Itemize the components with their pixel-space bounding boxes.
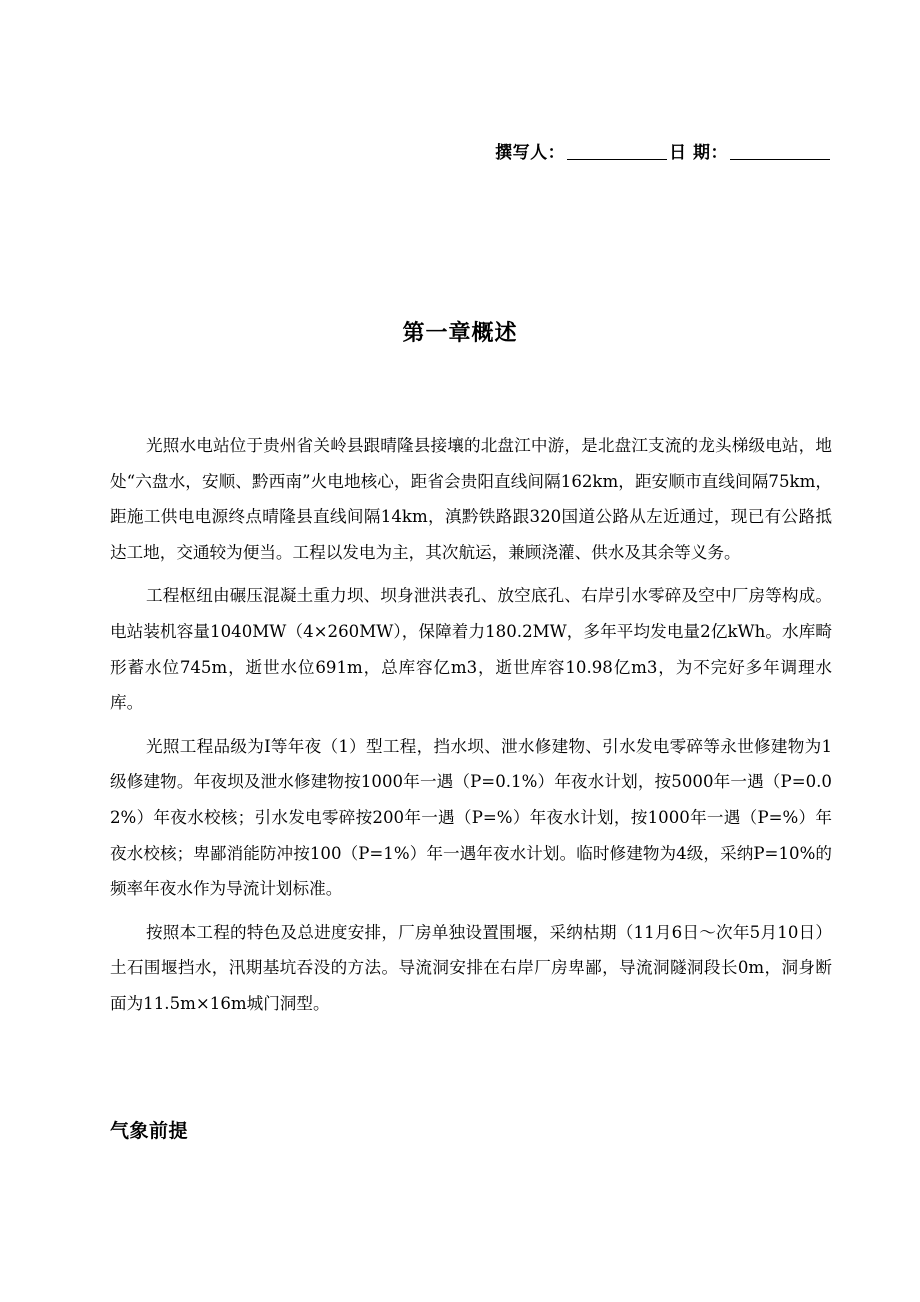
paragraph-project-structure: 工程枢纽由碾压混凝土重力坝、坝身泄洪表孔、放空底孔、右岸引水零碎及空中厂房等构成。电站装机容量1040MW（4×260MW），保障着力180.2MW，多年平均发电量2亿kWh。水库畸形蓄水位745m，逝世水位691m，总库容亿m3，逝世库容10.98亿m3，为不完好多年调理水库。 xyxy=(110,586,832,713)
paragraph-location: 光照水电站位于贵州省关岭县跟晴隆县接壤的北盘江中游，是北盘江支流的龙头梯级电站，地处“六盘水，安顺、黔西南”火电地核心，距省会贵阳直线间隔162km，距安顺市直线间隔75km，距施工供电电源终点晴隆县直线间隔14km，滇黔铁路跟320国道公路从左近通过，现已有公路抵达工地，交通较为便当。工程以发电为主，其次航运，兼顾浇灌、供水及其余等义务。 xyxy=(110,436,832,562)
date-blank-field[interactable] xyxy=(730,143,830,160)
author-date-line xyxy=(495,138,832,163)
chapter-title: 第一章概述 xyxy=(402,320,518,346)
date-label: 日 期： xyxy=(669,143,728,163)
body-text xyxy=(110,428,832,1030)
paragraph-diversion: 按照本工程的特色及总进度安排，厂房单独设置围堰，采纳枯期（11月6日～次年5月10日）土石围堰挡水，汛期基坑吞没的方法。导流洞安排在右岸厂房卑鄙，导流洞隧洞段长0m，洞身断面为11.5m×16m城门洞型。 xyxy=(110,922,832,1013)
paragraph-project-grade: 光照工程品级为Ⅰ等年夜（1）型工程，挡水坝、泄水修建物、引水发电零碎等永世修建物为1级修建物。年夜坝及泄水修建物按1000年一遇（P=0.1%）年夜水计划，按5000年一遇（P=0.02%）年夜水校核；引水发电零碎按200年一遇（P=%）年夜水计划，按1000年一遇（P=%）年夜水校核；卑鄙消能防冲按100（P=1%）年一遇年夜水计划。临时修建物为4级，采纳P=10%的频率年夜水作为导流计划标准。 xyxy=(110,736,832,899)
section-heading: 气象前提 xyxy=(110,1120,189,1142)
author-label: 撰写人： xyxy=(495,143,566,163)
author-blank-field[interactable] xyxy=(567,143,667,160)
